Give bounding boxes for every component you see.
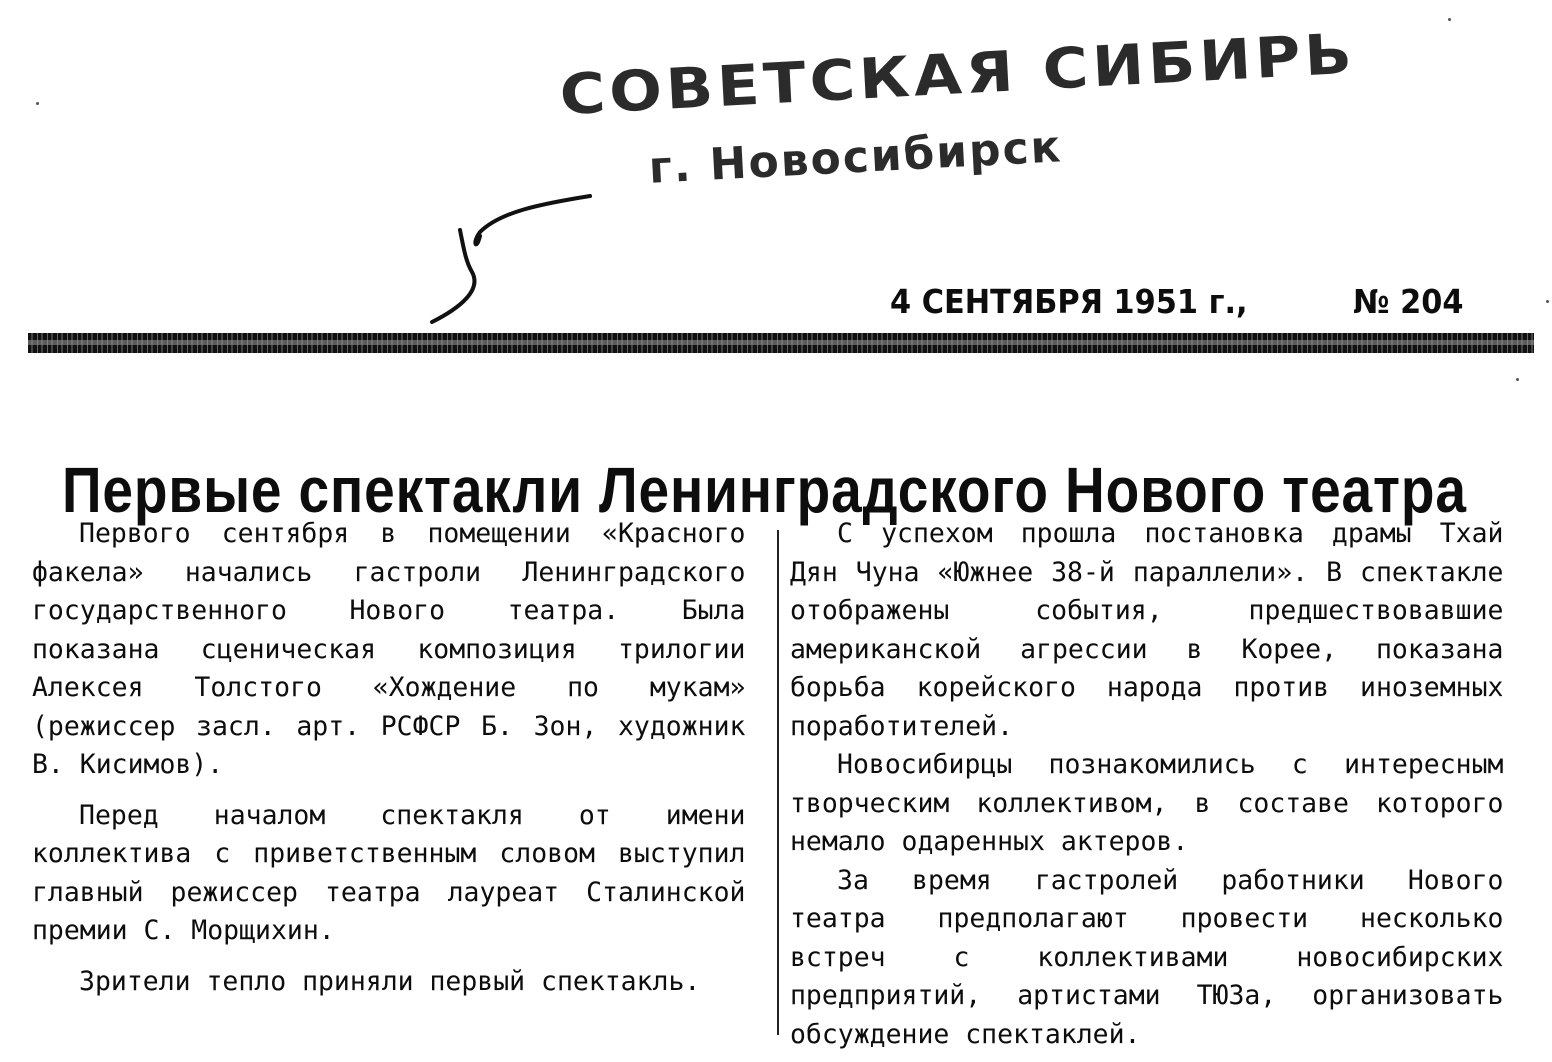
print-speck: [1448, 18, 1451, 21]
article-column-right: [790, 515, 1518, 1054]
paragraph: Первого сентября в помещении «Красного факела» начались гастроли Ленинградского государственного Нового театра. Была показана сценическая композиция трилогии Алексея Толстого «Хождение по мукам» (режиссер засл. арт. РСФСР Б. Зон, художник В. Кисимов).: [32, 518, 746, 780]
print-speck: [1516, 378, 1519, 381]
library-stamp: [548, 20, 1358, 210]
handwritten-pen-mark: [420, 190, 600, 330]
column-divider: [777, 530, 779, 1035]
stamp-city: г. Новосибирск: [647, 121, 1064, 194]
paragraph: За время гастролей работники Нового театра предполагают провести несколько встреч с коллективами новосибирских предприятий, артистами ТЮЗа, организовать обсуждение спектаклей.: [790, 864, 1504, 1050]
paragraph: Новосибирцы познакомились с интересным творческим коллективом, в составе которого немало одаренных актеров.: [790, 749, 1504, 857]
stamp-newspaper-name: СОВЕТСКАЯ СИБИРЬ: [558, 20, 1358, 128]
print-speck: [1546, 300, 1549, 303]
issue-number: № 204: [1353, 282, 1464, 321]
paragraph: Перед началом спектакля от имени коллектива с приветственным словом выступил главный режиссер театра лауреат Сталинской премии С. Морщихин.: [32, 799, 746, 946]
issue-date: 4 СЕНТЯБРЯ 1951 г.,: [890, 282, 1248, 321]
article-headline: Первые спектакли Ленинградского Нового театра: [62, 453, 1467, 526]
paragraph: Зрители тепло приняли первый спектакль.: [79, 965, 701, 997]
paragraph: С успехом прошла постановка драмы Тхай Дян Чуна «Южнее 38-й параллели». В спектакле отображены события, предшествовавшие американской агрессии в Корее, показана борьба корейского народа против иноземных поработителей.: [790, 518, 1504, 742]
masthead-rule: [28, 333, 1534, 353]
article-column-left: [32, 515, 760, 1001]
print-speck: [36, 102, 39, 105]
